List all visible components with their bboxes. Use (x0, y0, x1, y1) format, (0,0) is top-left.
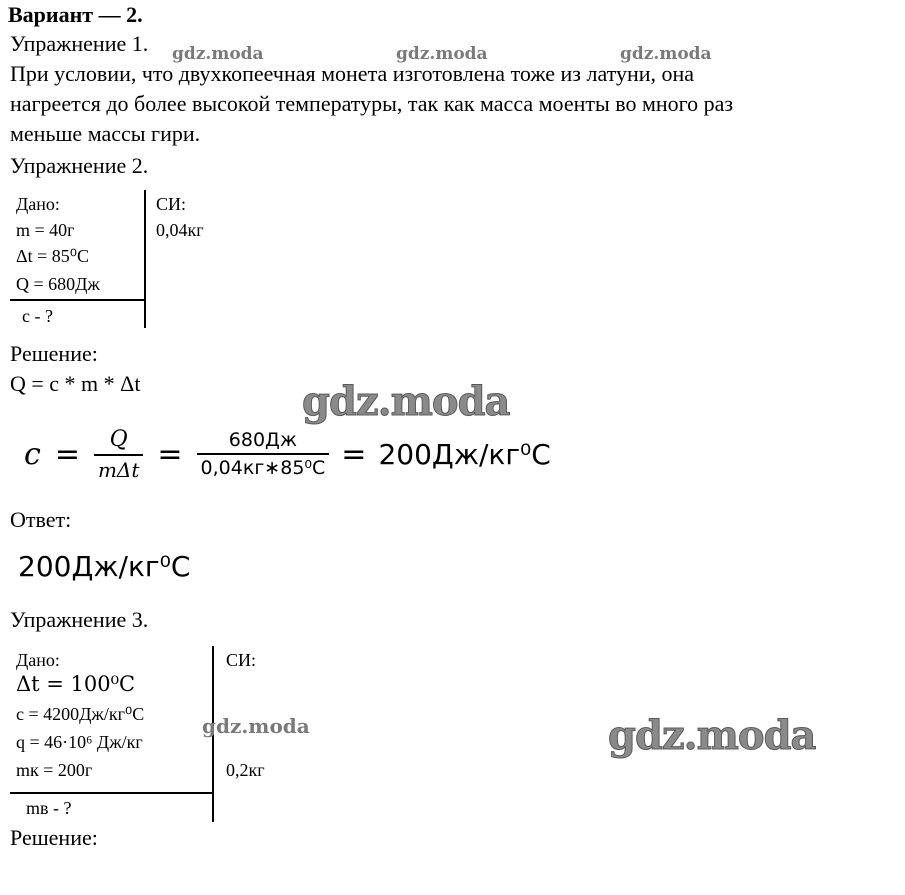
equation: Q = c * m * Δt (10, 371, 141, 396)
solution-label: Решение: (10, 825, 98, 850)
given-delta-t: Δt = 85⁰C (16, 246, 89, 266)
fraction-1-numerator: Q (109, 426, 128, 452)
given-label: Дано: (16, 194, 60, 214)
given-heat: Q = 680Дж (16, 274, 100, 294)
watermark: gdz.moda (202, 714, 310, 738)
fraction-2-denominator: 0,04кг∗85⁰C (200, 457, 326, 479)
fraction-1-denominator: mΔt (97, 457, 140, 482)
fraction-1 (94, 427, 143, 482)
watermark: gdz.moda (620, 44, 712, 64)
find-value: c - ? (22, 306, 53, 326)
exercise-3-heading: Упражнение 3. (10, 607, 149, 632)
exercise-2-heading: Упражнение 2. (10, 153, 149, 178)
solution-label: Решение: (10, 341, 98, 366)
formula-equals-3: = (341, 436, 367, 472)
si-value: 0,2кг (226, 760, 265, 780)
formula-lhs: c (24, 436, 41, 472)
watermark: gdz.moda (396, 44, 488, 64)
si-label: СИ: (226, 650, 257, 670)
formula-equals-2: = (157, 436, 183, 472)
exercise-1-line-3: меньше массы гири. (10, 121, 201, 146)
watermark-large: gdz.moda (608, 712, 816, 759)
exercise-1-line-1: При условии, что двухкопеечная монета изготовлена тоже из латуни, она (10, 61, 695, 86)
page-title: Вариант — 2. (8, 2, 143, 27)
given-mass: m = 40г (16, 220, 75, 240)
exercise-1-line-2: нагреется до более высокой температуры, так как масса моенты во много раз (10, 91, 734, 116)
exercise-1-heading: Упражнение 1. (10, 31, 149, 56)
si-value: 0,04кг (156, 220, 204, 240)
given-label: Дано: (16, 650, 60, 670)
si-label: СИ: (156, 194, 187, 214)
given-specific-heat: c = 4200Дж/кг⁰C (16, 704, 145, 724)
fraction-2-numerator: 680Дж (228, 429, 298, 451)
watermark-large: gdz.moda (302, 378, 510, 425)
formula (24, 418, 551, 490)
answer-value: 200Дж/кг⁰C (18, 550, 191, 583)
table-divider-horizontal (10, 299, 145, 301)
given-delta-t: Δt = 100⁰C (16, 672, 136, 696)
given-combustion-heat: q = 46·10⁶ Дж/кг (16, 732, 143, 752)
table-divider-horizontal (10, 792, 213, 794)
formula-equals: = (54, 436, 80, 472)
find-value: mв - ? (26, 798, 72, 818)
given-mass: mк = 200г (16, 760, 93, 780)
answer-label: Ответ: (10, 507, 72, 532)
fraction-2 (197, 429, 330, 479)
formula-result: 200Дж/кг⁰C (378, 437, 551, 471)
watermark: gdz.moda (172, 44, 264, 64)
table-divider-vertical (144, 190, 146, 328)
